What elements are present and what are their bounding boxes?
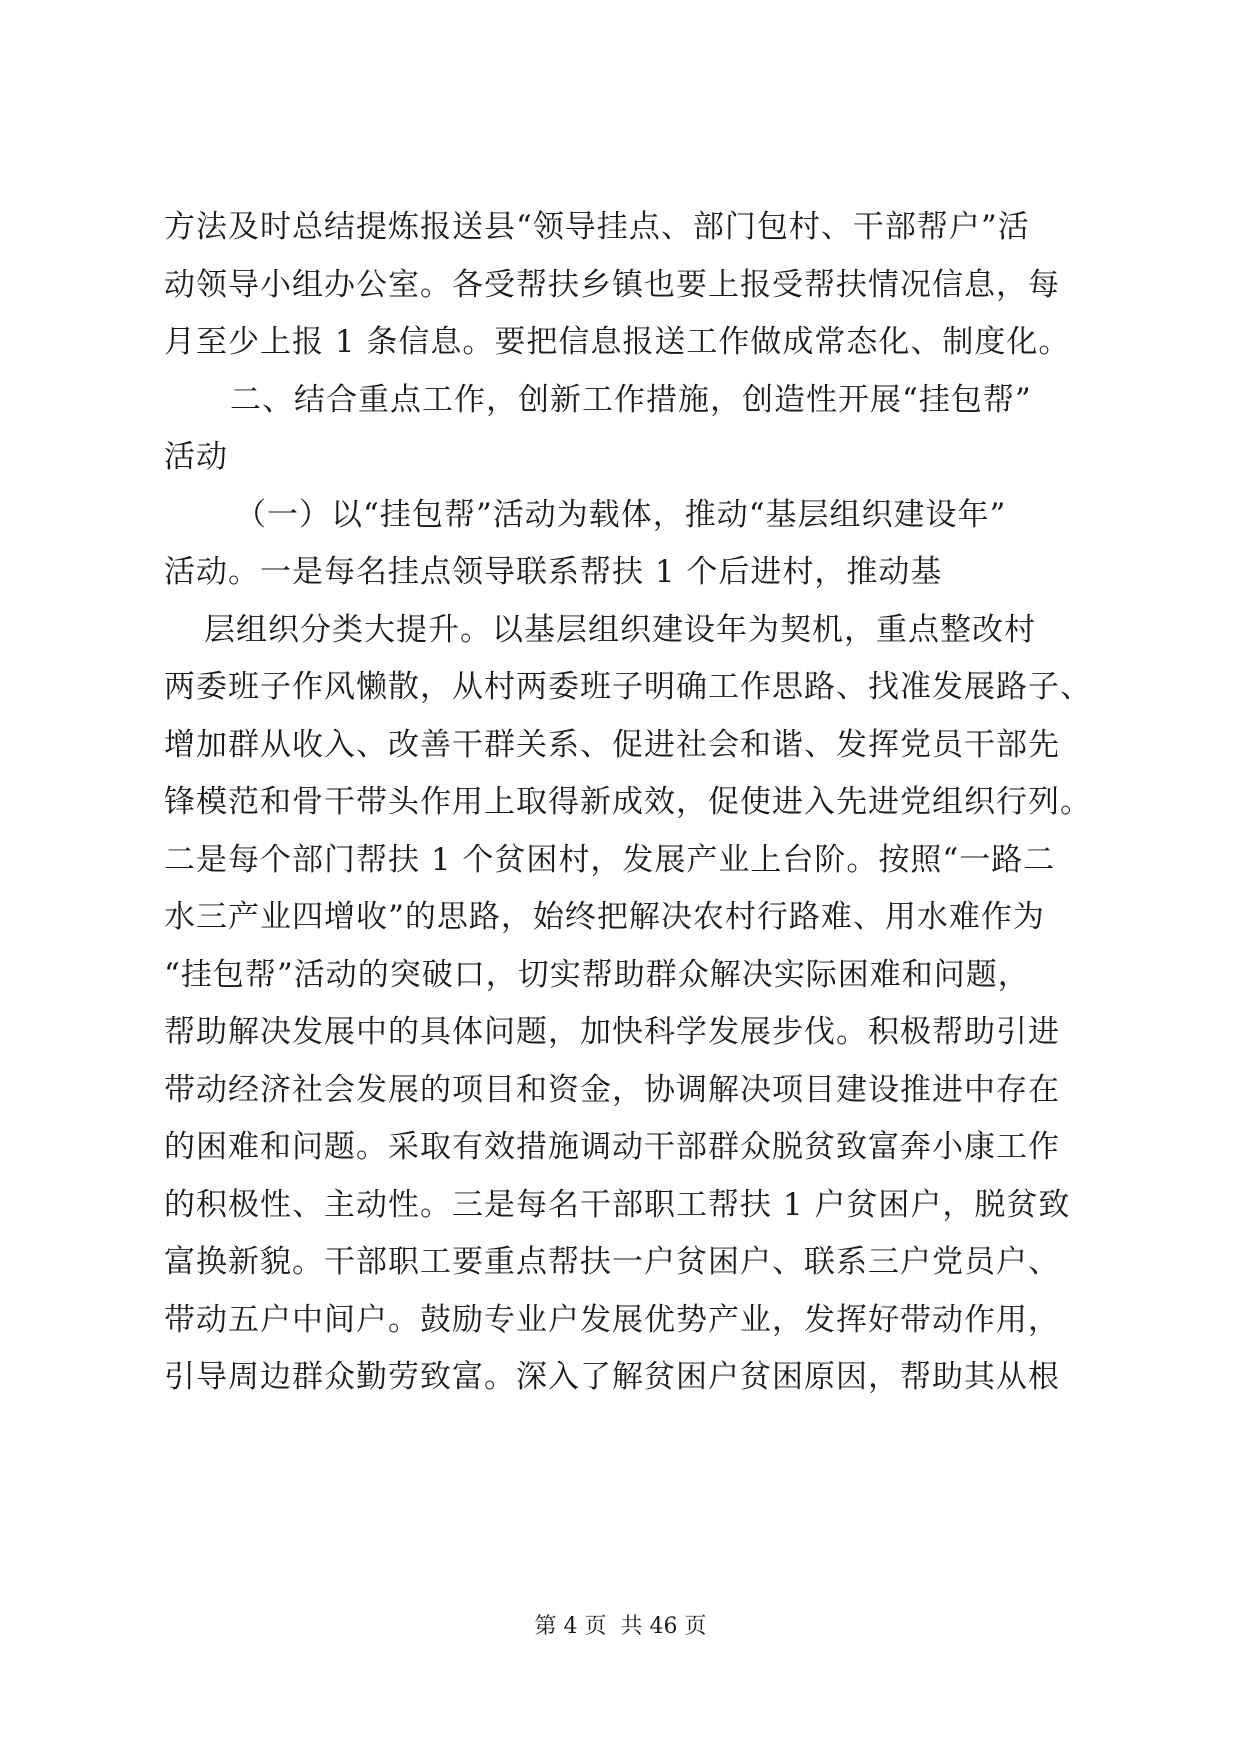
page-number-footer: 第 4 页 共 46 页	[534, 1614, 707, 1639]
paragraph-line: 锋模范和骨干带头作用上取得新成效，促使进入先进党组织行列。	[164, 784, 1092, 820]
paragraph-line: 富换新貌。干部职工要重点帮扶一户贫困户、联系三户党员户、	[164, 1244, 1060, 1280]
paragraph-line: 动领导小组办公室。各受帮扶乡镇也要上报受帮扶情况信息，每	[164, 267, 1060, 303]
subsection-line: （一）以“挂包帮”活动为载体，推动“基层组织建设年”	[235, 497, 1007, 533]
paragraph-line: 月至少上报 1 条信息。要把信息报送工作做成常态化、制度化。	[164, 324, 1071, 360]
paragraph-line: 两委班子作风懒散，从村两委班子明确工作思路、找准发展路子、	[164, 669, 1092, 705]
section-heading-line: 二、结合重点工作，创新工作措施，创造性开展“挂包帮”	[230, 382, 1032, 418]
paragraph-line: 帮助解决发展中的具体问题，加快科学发展步伐。积极帮助引进	[164, 1014, 1060, 1050]
paragraph-line: 层组织分类大提升。以基层组织建设年为契机，重点整改村	[204, 612, 1036, 648]
paragraph-line: 增加群从收入、改善干群关系、促进社会和谐、发挥党员干部先	[164, 727, 1060, 763]
paragraph-line: 带动五户中间户。鼓励专业户发展优势产业，发挥好带动作用，	[164, 1302, 1060, 1338]
paragraph-line: 的困难和问题。采取有效措施调动干部群众脱贫致富奔小康工作	[164, 1129, 1060, 1165]
paragraph-line: 带动经济社会发展的项目和资金，协调解决项目建设推进中存在	[164, 1072, 1060, 1108]
paragraph-line: 水三产业四增收”的思路，始终把解决农村行路难、用水难作为	[164, 899, 1045, 935]
paragraph-line: 方法及时总结提炼报送县“领导挂点、部门包村、干部帮户”活	[164, 209, 1030, 245]
section-heading-line: 活动	[164, 439, 228, 475]
subsection-line: 活动。一是每名挂点领导联系帮扶 1 个后进村，推动基	[164, 554, 943, 590]
paragraph-line: 二是每个部门帮扶 1 个贫困村，发展产业上台阶。按照“一路二	[164, 842, 1056, 878]
paragraph-line: “挂包帮”活动的突破口，切实帮助群众解决实际困难和问题，	[164, 957, 1030, 993]
paragraph-line: 的积极性、主动性。三是每名干部职工帮扶 1 户贫困户，脱贫致	[164, 1187, 1071, 1223]
paragraph-line: 引导周边群众勤劳致富。深入了解贫困户贫困原因，帮助其从根	[164, 1359, 1060, 1395]
